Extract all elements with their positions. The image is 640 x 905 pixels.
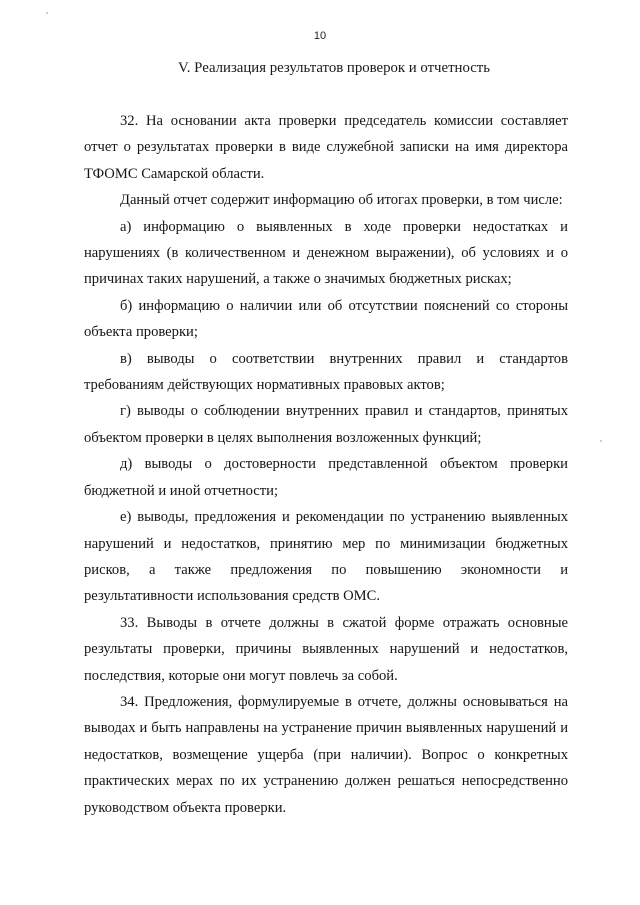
list-item-b: б) информацию о наличии или об отсутствии пояснений со стороны объекта проверки; (84, 297, 568, 341)
section-heading: V. Реализация результатов проверок и отчетность (178, 60, 490, 76)
paragraph-34: 34. Предложения, формулируемые в отчете, должны основываться на выводах и быть направлены на устранение причин выявленных нарушений и недостатков, возмещение ущерба (при наличии). Вопрос о конкретных практических мерах по их устранению должен решаться непосредственно руководством объекта проверки. (84, 693, 568, 816)
paragraph-33: 33. Выводы в отчете должны в сжатой форме отражать основные результаты проверки, причины выявленных нарушений и недостатков, последствия, которые они могут повлечь за собой. (84, 614, 568, 684)
list-item-d: д) выводы о достоверности представленной объектом проверки бюджетной и иной отчетности; (84, 456, 568, 499)
document-body (84, 108, 568, 821)
page-number: 10 (313, 30, 327, 42)
paragraph-32: 32. На основании акта проверки председатель комиссии составляет отчет о результатах проверки в виде служебной записки на имя директора ТФОМС Самарской области. (84, 113, 568, 182)
paragraph-report-contents: Данный отчет содержит информацию об итогах проверки, в том числе: (120, 192, 563, 209)
list-item-v: в) выводы о соответствии внутренних правил и стандартов требованиям действующих нормативных правовых актов; (84, 350, 568, 394)
list-item-a: а) информацию о выявленных в ходе проверки недостатках и нарушениях (в количественном и денежном выражении), об условиях и о причинах таких нарушений, а также о значимых бюджетных рисках; (84, 218, 568, 288)
list-item-e: е) выводы, предложения и рекомендации по устранению выявленных нарушений и недостатков, принятию мер по минимизации бюджетных рисков, а также предложения по повышению экономности и результативности использования средств ОМС. (84, 509, 568, 605)
list-item-g: г) выводы о соблюдении внутренних правил и стандартов, принятых объектом проверки в целях выполнения возложенных функций; (84, 403, 568, 446)
scan-speck (46, 12, 48, 14)
scan-speck (600, 440, 602, 442)
